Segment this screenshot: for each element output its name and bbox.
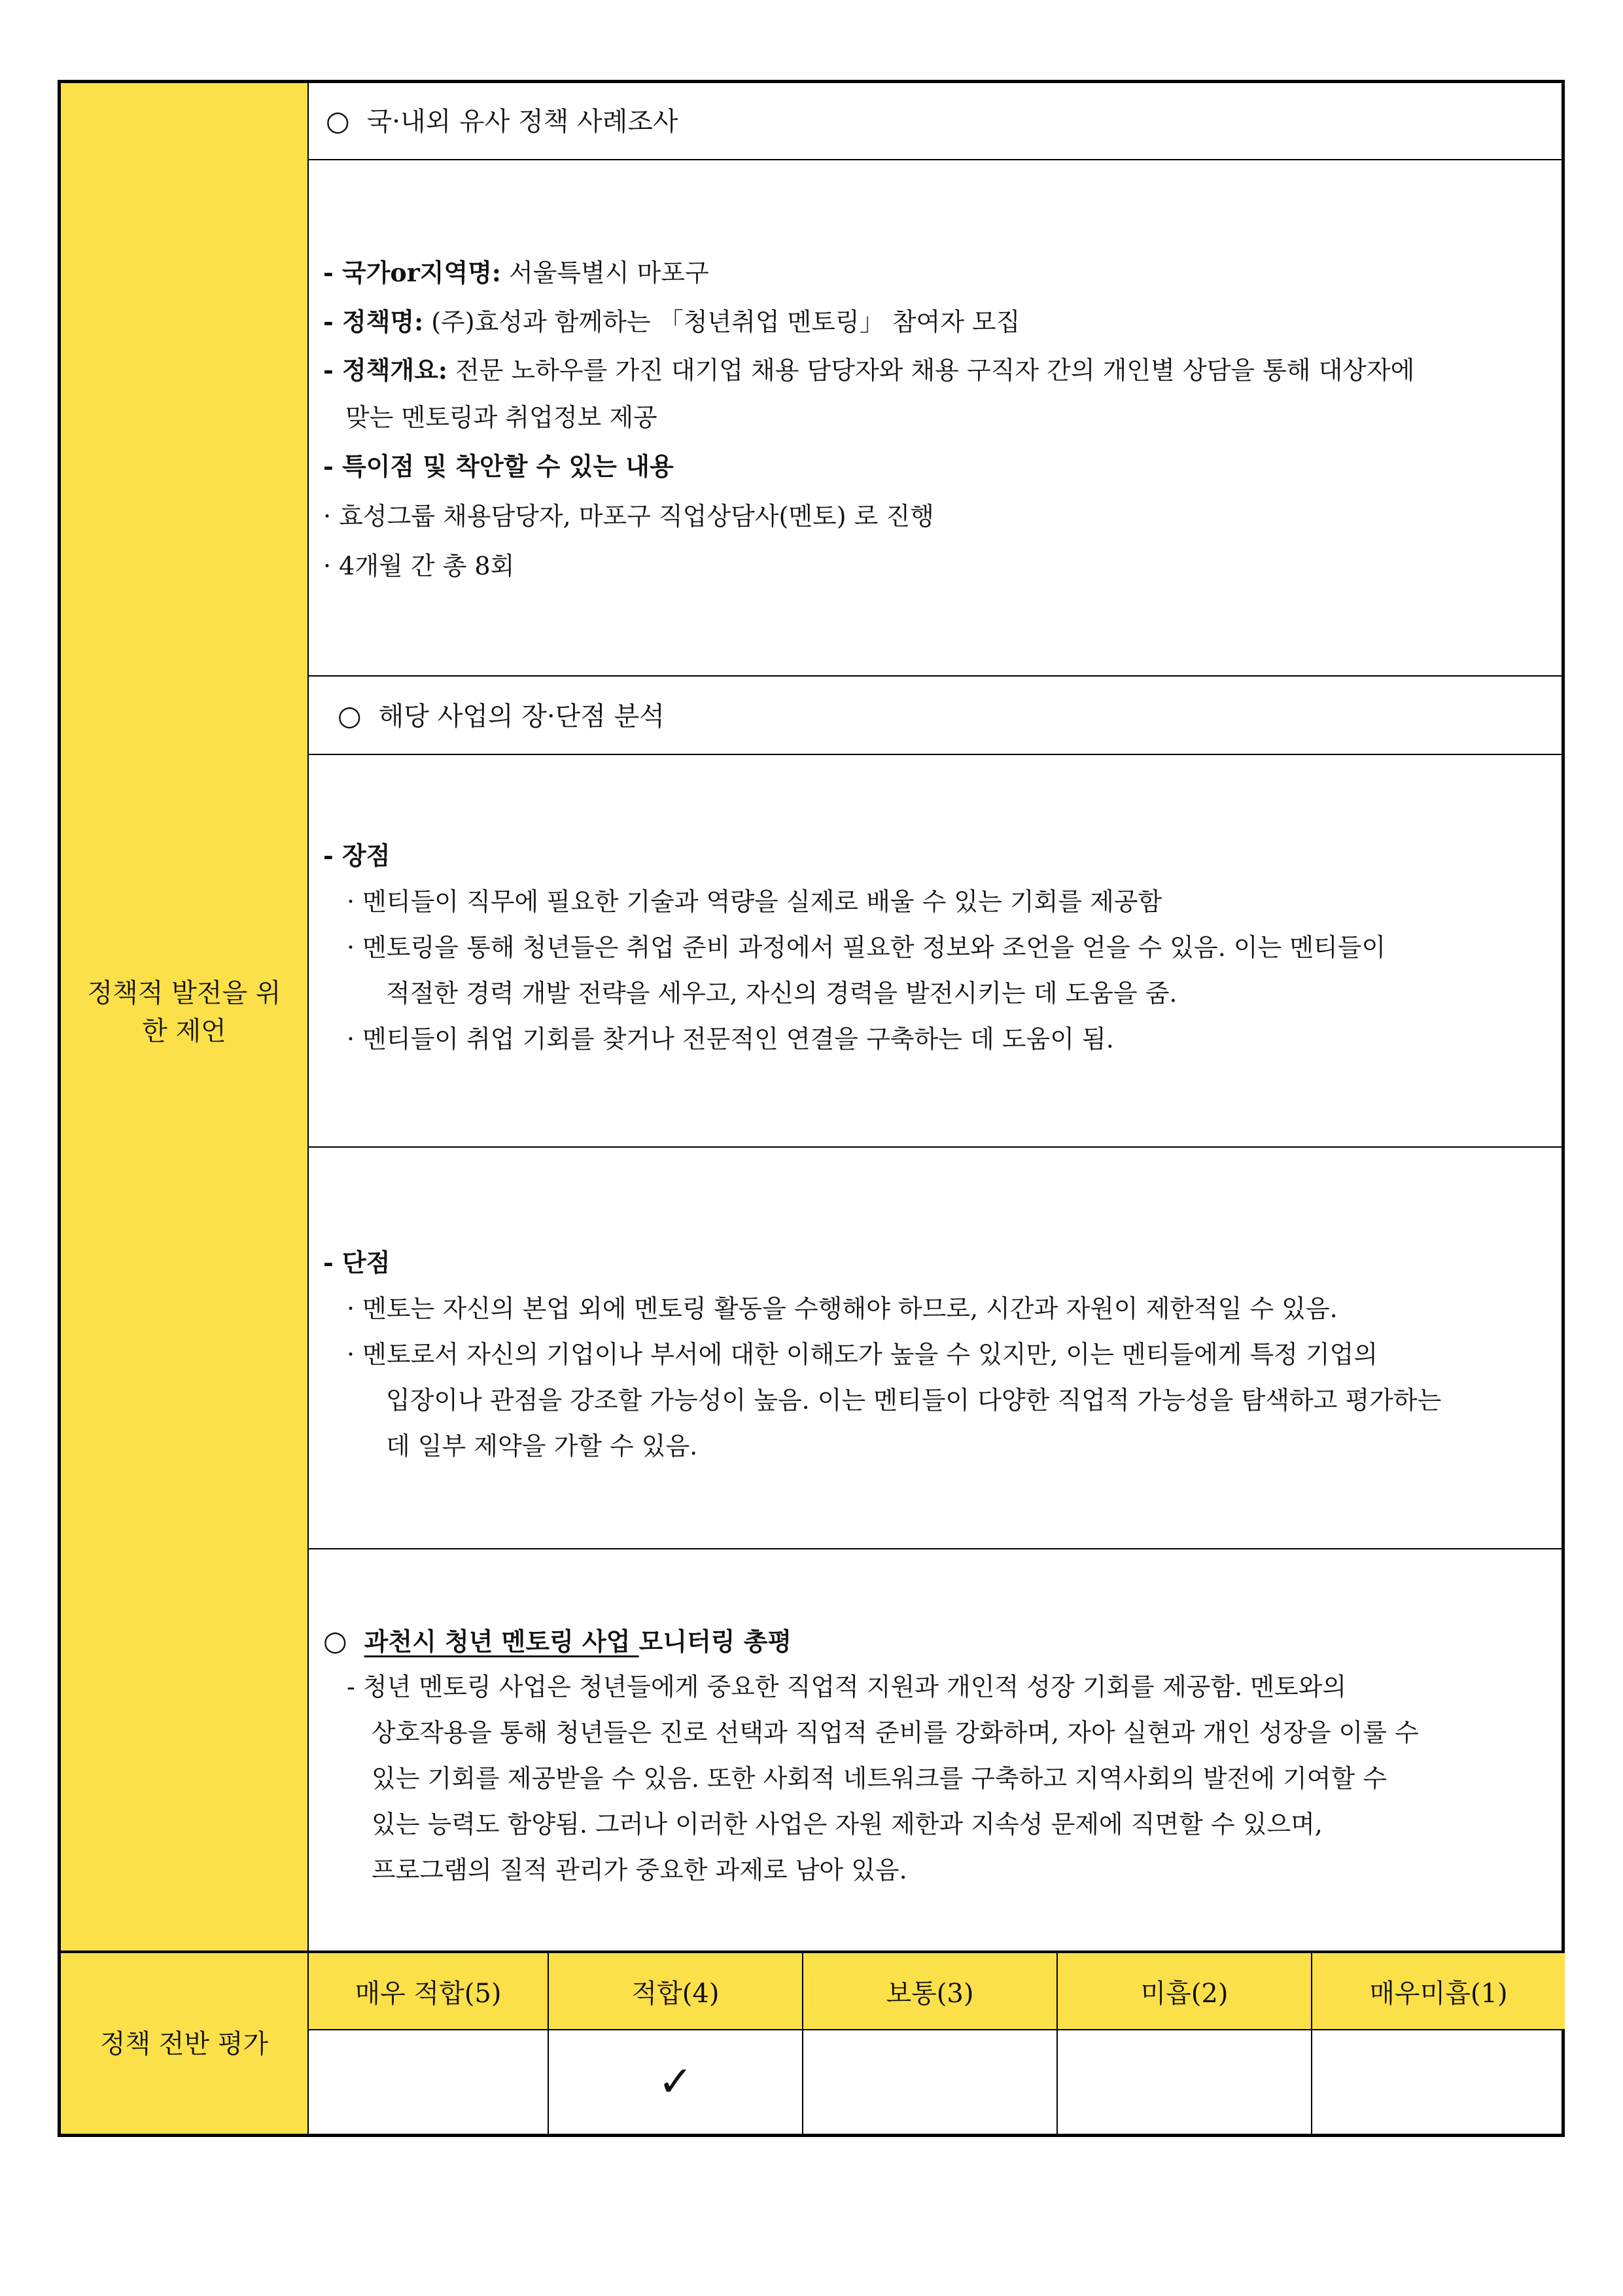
pros-item: · 멘티들이 취업 기회를 찾거나 전문적인 연결을 구축하는 데 도움이 됨. [347,1025,1114,1053]
circle-bullet-icon: ○ [338,699,362,732]
overview-line-1: - 정책개요: 전문 노하우를 가진 대기업 채용 담당자와 채용 구직자 간의 개인별 상담을 통해 대상자에 [323,355,1415,385]
rating-cell-5[interactable] [307,2029,548,2134]
check-mark-icon: ✓ [657,2058,693,2106]
section2-heading: ○ 해당 사업의 장·단점 분석 [338,699,665,732]
rating-cell-1[interactable] [1311,2029,1565,2134]
cons-item: · 멘토로서 자신의 기업이나 부서에 대한 이해도가 높을 수 있지만, 이는 멘티들에게 특정 기업의 [347,1340,1378,1369]
rating-header-1: 매우미흡(1) [1311,1951,1565,2029]
rating-header-2: 미흡(2) [1056,1951,1311,2029]
notable-item: · 4개월 간 총 8회 [323,552,515,580]
cons-item: · 멘토는 자신의 본업 외에 멘토링 활동을 수행해야 하므로, 시간과 자원이 제한적일 수 있음. [347,1294,1338,1323]
summary-line: - 청년 멘토링 사업은 청년들에게 중요한 직업적 지원과 개인적 성장 기회를 제공함. 멘토와의 [347,1672,1347,1701]
pros-item-continued: 적절한 경력 개발 전략을 세우고, 자신의 경력을 발전시키는 데 도움을 줌. [386,979,1178,1008]
notable-title: - 특이점 및 착안할 수 있는 내용 [323,451,674,481]
rating-cell-4[interactable] [548,2029,802,2134]
policy-line: - 정책명: (주)효성과 함께하는 「청년취업 멘토링」 참여자 모집 [323,307,1021,336]
section1-body-cell [307,159,1565,675]
rating-label-cell [61,1951,307,2134]
rating-cell-3[interactable] [802,2029,1056,2134]
cons-item-continued: 데 일부 제약을 가할 수 있음. [386,1432,698,1460]
summary-heading: ○ 과천시 청년 멘토링 사업 모니터링 총평 [323,1625,792,1657]
summary-cell [307,1548,1565,1951]
rating-label: 정책 전반 평가 [99,2029,269,2059]
rating-header-3: 보통(3) [802,1951,1056,2029]
pros-title: - 장점 [323,841,391,870]
left-label: 정책적 발전을 위한 제언 [87,978,281,1046]
summary-line: 있는 기회를 제공받을 수 있음. 또한 사회적 네트워크를 구축하고 지역사회의 발전에 기여할 수 [372,1764,1387,1793]
summary-line: 있는 능력도 함양됨. 그러나 이러한 사업은 자원 제한과 지속성 문제에 직면할 수 있으며, [372,1810,1323,1839]
circle-bullet-icon: ○ [323,1625,347,1657]
summary-line: 프로그램의 질적 관리가 중요한 과제로 남아 있음. [372,1856,907,1884]
circle-bullet-icon: ○ [326,105,350,137]
pros-item: · 멘티들이 직무에 필요한 기술과 역량을 실제로 배울 수 있는 기회를 제공함 [347,887,1162,916]
left-label-cell [61,83,307,1951]
overview-line-2: 맞는 멘토링과 취업정보 제공 [345,403,657,432]
rating-cell-2[interactable] [1056,2029,1311,2134]
section1-heading: ○ 국·내외 유사 정책 사례조사 [326,105,678,137]
cons-cell [307,1146,1565,1548]
notable-item: · 효성그룹 채용담당자, 마포구 직업상담사(멘토) 로 진행 [323,502,934,531]
cons-item-continued: 입장이나 관점을 강조할 가능성이 높음. 이는 멘티들이 다양한 직업적 가능성을 탐색하고 평가하는 [386,1386,1442,1415]
pros-item: · 멘토링을 통해 청년들은 취업 준비 과정에서 필요한 정보와 조언을 얻을 수 있음. 이는 멘티들이 [347,933,1386,962]
pros-cell [307,754,1565,1146]
country-line: - 국가or지역명: 서울특별시 마포구 [323,258,709,287]
evaluation-table [58,80,1565,2137]
cons-title: - 단점 [323,1248,391,1277]
section1-heading-cell [307,83,1565,159]
rating-header-5: 매우 적합(5) [307,1951,548,2029]
section2-heading-cell [307,675,1565,754]
summary-line: 상호작용을 통해 청년들은 진로 선택과 직업적 준비를 강화하며, 자아 실현과 개인 성장을 이룰 수 [372,1718,1419,1747]
rating-header-4: 적합(4) [548,1951,802,2029]
